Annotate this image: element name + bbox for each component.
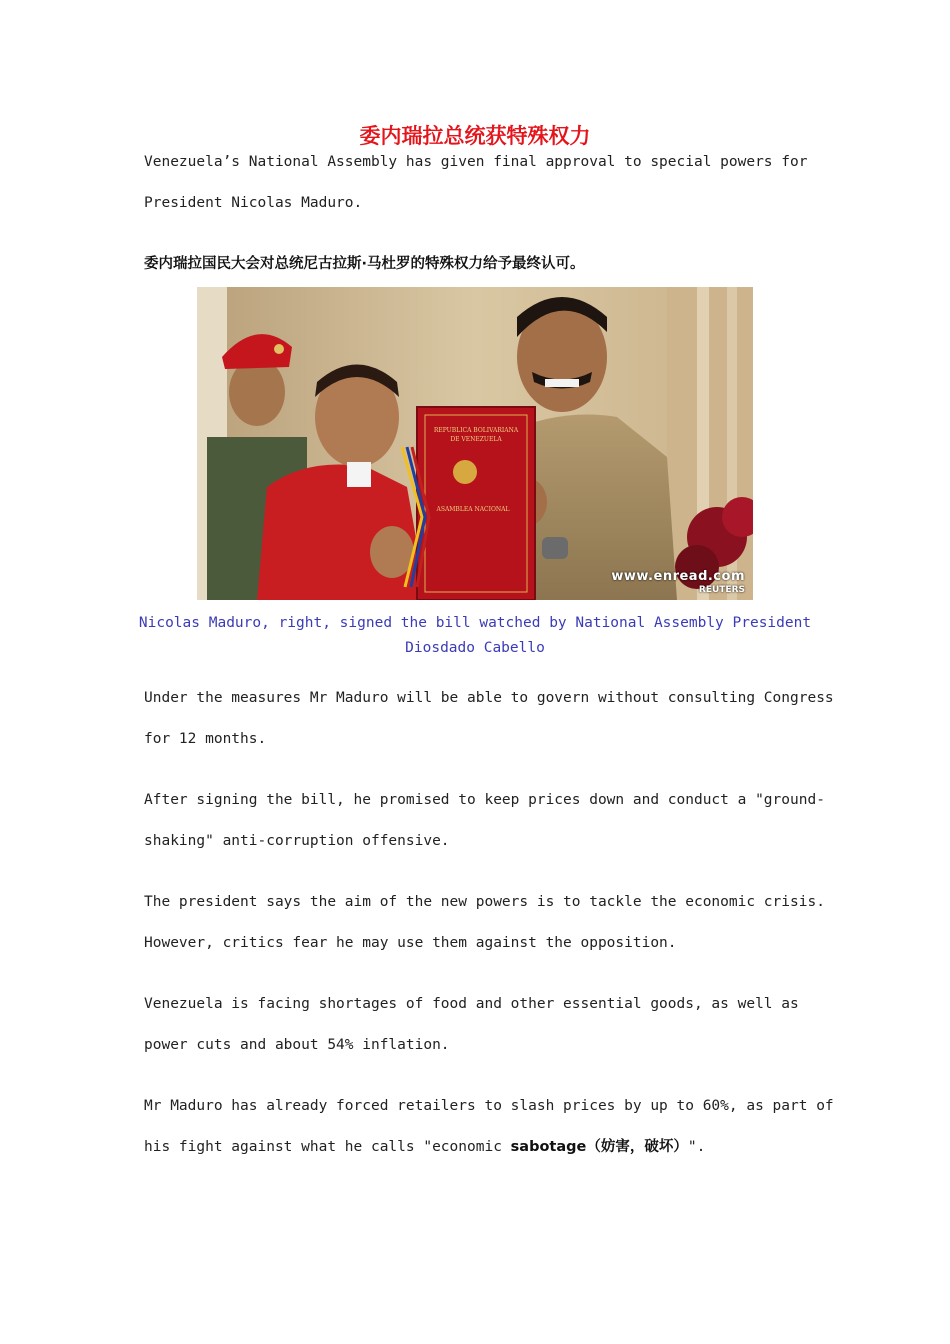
paragraph-5-line-2-suffix: ". bbox=[687, 1139, 706, 1155]
paragraph-5-line-1: Mr Maduro has already forced retailers to slash prices by up to 60%, as part of bbox=[144, 1098, 834, 1114]
paragraph-1-line-1: Under the measures Mr Maduro will be able to govern without consulting Congress bbox=[144, 690, 834, 706]
paragraph-1-line-2: for 12 months. bbox=[144, 731, 267, 747]
paragraph-5-line-2-prefix: his fight against what he calls "economic bbox=[144, 1139, 511, 1155]
book-title-line-1: REPUBLICA BOLIVARIANA bbox=[433, 427, 519, 434]
paragraph-4-line-2: power cuts and about 54% inflation. bbox=[144, 1037, 450, 1053]
book-title-line-2: DE VENEZUELA bbox=[450, 436, 502, 443]
paragraph-5-line-2 bbox=[144, 1137, 705, 1157]
article-title: 委内瑞拉总统获特殊权力 bbox=[359, 124, 591, 148]
intro-cn: 委内瑞拉国民大会对总统尼古拉斯·马杜罗的特殊权力给予最终认可。 bbox=[144, 256, 585, 272]
photo-credit: REUTERS bbox=[698, 585, 745, 595]
paragraph-3-line-1: The president says the aim of the new powers is to tackle the economic crisis. bbox=[144, 894, 825, 910]
book-label: ASAMBLEA NACIONAL bbox=[436, 506, 510, 513]
sabotage-gloss: sabotage（妨害，破坏） bbox=[510, 1139, 688, 1155]
intro-en-line-2: President Nicolas Maduro. bbox=[144, 195, 363, 211]
paragraph-2-line-2: shaking" anti-corruption offensive. bbox=[144, 833, 450, 849]
intro-en-line-1: Venezuela’s National Assembly has given final approval to special powers for bbox=[144, 154, 808, 170]
photo-caption-line-1: Nicolas Maduro, right, signed the bill watched by National Assembly President bbox=[138, 615, 812, 631]
paragraph-3-line-2: However, critics fear he may use them against the opposition. bbox=[144, 935, 677, 951]
paragraph-2-line-1: After signing the bill, he promised to keep prices down and conduct a "ground- bbox=[144, 792, 825, 808]
paragraph-4-line-1: Venezuela is facing shortages of food and other essential goods, as well as bbox=[144, 996, 799, 1012]
news-photo bbox=[197, 287, 753, 600]
photo-watermark: www.enread.com bbox=[611, 569, 745, 584]
photo-caption-line-2: Diosdado Cabello bbox=[405, 640, 545, 656]
photo-illustration bbox=[197, 287, 753, 600]
